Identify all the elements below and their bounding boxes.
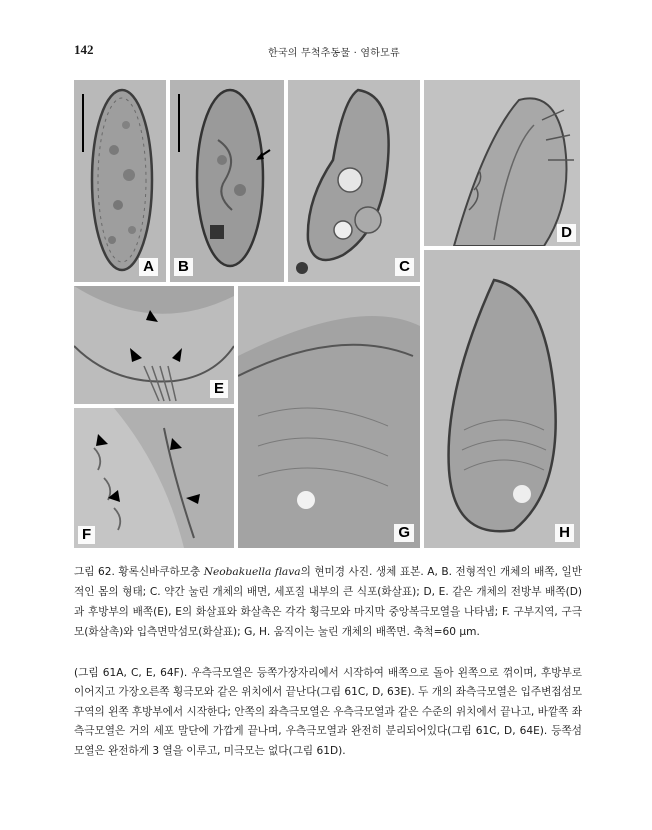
panel-b-micrograph bbox=[170, 80, 284, 282]
panel-c-micrograph bbox=[288, 80, 420, 282]
panel-f-micrograph bbox=[74, 408, 234, 548]
panel-label-e: E bbox=[210, 380, 228, 398]
panel-a-micrograph bbox=[74, 80, 166, 282]
caption-species: Neobakuella flava bbox=[203, 566, 301, 578]
body-paragraph: (그림 61A, C, E, 64F). 우측극모열은 등쪽가장자리에서 시작하여 배쪽으로 돌아 왼쪽으로 꺾이며, 후방부로 이어지고 가장오른쪽 횡극모와 같은 위치에서 끝난다(그림 61C, D, 63E). 두 개의 좌측극모열은 입주변접섬모구역의 왼쪽 후방부에서 시작한다; 안쪽의 좌측극모열은 우측극모열과 같은 수준의 위치에서 끝나고, 바깥쪽 좌측극모열은 거의 세포 말단에 가깝게 끝나며, 우측극모열과 완전히 분리되어있다(그림 61C, D, 64E). 등쪽섬모열은 완전하게 3 열을 이루고, 미극모는 없다(그림 61D). bbox=[74, 667, 582, 757]
panel-label-g: G bbox=[394, 524, 414, 542]
panel-e-micrograph bbox=[74, 286, 234, 404]
panel-label-a: A bbox=[139, 258, 158, 276]
page-number: 142 bbox=[74, 42, 94, 57]
panel-g-micrograph bbox=[238, 286, 420, 548]
panel-label-b: B bbox=[174, 258, 193, 276]
panel-label-d: D bbox=[557, 224, 576, 242]
panel-d-micrograph bbox=[424, 80, 580, 246]
figure-caption bbox=[74, 562, 582, 642]
caption-prefix: 그림 62. 황록신바쿠하모충 bbox=[74, 566, 204, 578]
panel-label-h: H bbox=[555, 524, 574, 542]
figure-plate bbox=[74, 80, 580, 548]
panel-label-f: F bbox=[78, 526, 95, 544]
running-title: 한국의 무척추동물 · 염하모류 bbox=[268, 48, 400, 59]
panel-h-micrograph bbox=[424, 250, 580, 548]
caption-text: 의 현미경 사진. 생체 표본. A, B. 전형적인 개체의 배쪽, 일반적인 몸의 형태; C. 약간 눌린 개체의 배면, 세포질 내부의 큰 식포(화살표); D, E. 같은 개체의 전방부 배쪽(D)과 후방부의 배쪽(E), E의 화살표와 화살촉은 각각 횡극모와 마지막 중앙복극모열을 나타냄; F. 구부지역, 구극모(화살촉)와 입측면막섬모(화살표); G, H. 움직이는 눌린 개체의 배쪽면. 축척=60 μm. bbox=[74, 566, 582, 638]
panel-label-c: C bbox=[395, 258, 414, 276]
